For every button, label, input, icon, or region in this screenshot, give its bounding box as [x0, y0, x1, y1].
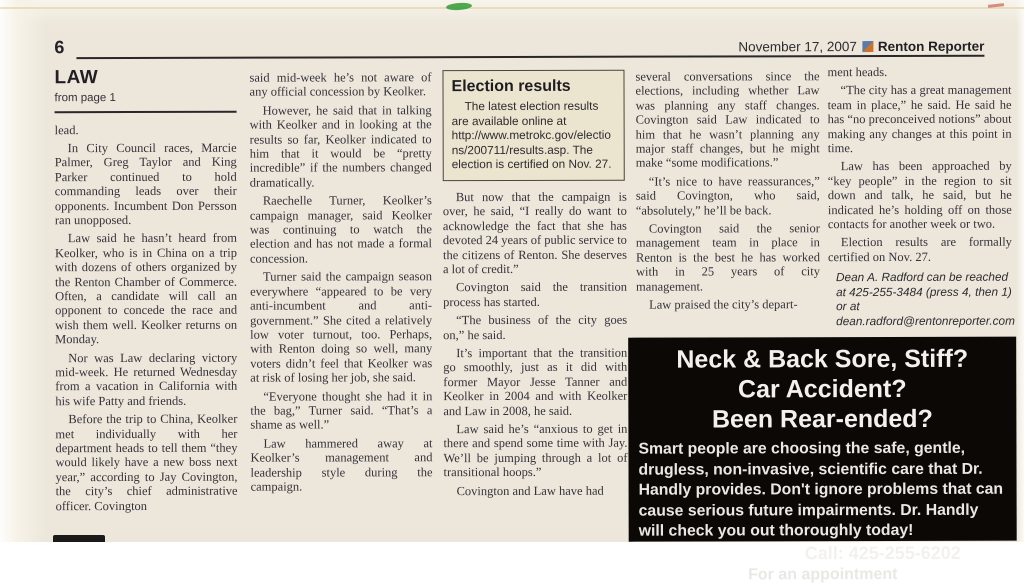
article-column-1: [54, 67, 237, 518]
article-paragraph: “The city has a great management team in place,” he said. He said he has “no preconceived notions” about making any changes at this point in time.: [827, 83, 1012, 156]
article-paragraph: However, he said that in talking with Keolker and in looking at the results so far, Keolker indicated to him that it would be “pretty incredible” if the numbers changed dramatically.: [249, 103, 432, 190]
article-paragraph: Turner said the campaign season everywhere “appeared to be very anti-incumbent and anti-government.” She cited a relatively low voter turnout, too. Perhaps, with Renton doing so well, many voters didn’t feel that Keolker was at risk of losing her job, she said.: [250, 269, 433, 385]
article-paragraph: “It’s nice to have reassurances,” said Covington, who said, “absolutely,” he’ll be back.: [635, 174, 820, 218]
election-box-text: The latest election results are available online at http://www.metrokc.gov/elections/200711/results.asp. The election is certified on Nov. 27.: [451, 98, 612, 172]
heading-rule: [55, 111, 237, 113]
page-number: 6: [54, 37, 65, 58]
ad-body-text: Smart people are choosing the safe, gentle, drugless, non-invasive, scientific care that Dr. Handly provides. Don't ignore problems that can cause serious future impairments. Dr. Handly will check you out thoroughly today!: [638, 439, 1004, 540]
article-paragraph: It’s important that the transition go smoothly, just as it did with former Mayor Jesse Tanner and Keolker in 2004 and with Keolker and Law in 2008, he said.: [443, 345, 628, 418]
article-paragraph: But now that the campaign is over, he said, “I really do want to acknowledge the fact that she has devoted 24 years of public service to the citizens of Renton. She deserves a lot of credit.”: [442, 189, 627, 277]
issue-date: November 17, 2007: [738, 39, 857, 55]
article-paragraph: Covington and Law have had: [456, 483, 604, 498]
article-paragraph: Raechelle Turner, Keolker’s campaign manager, said Keolker was continuing to watch the election and has not made a formal concession.: [249, 193, 432, 266]
article-paragraph: Covington said the transition process has started.: [443, 280, 628, 309]
continuation-note: from page 1: [54, 92, 116, 105]
article-paragraph: Nor was Law declaring victory mid-week. He returned Wednesday from a vacation in California with his wife Patty and friends.: [55, 350, 238, 409]
article-paragraph: Law has been approached by “key people” in the region to sit down and talk, he said, but he indicated he’s holding off on those contacts for another week or two.: [827, 159, 1012, 232]
ad-headline-line: Car Accident?: [737, 374, 907, 404]
election-results-box: [442, 70, 624, 181]
ad-phone-number: Call: 425-255-6202: [804, 542, 961, 563]
article-paragraph: “Everyone thought she had it in the bag,” Turner said. “That’s a shame as well.”: [250, 388, 433, 433]
article-paragraph: In City Council races, Marcie Palmer, Greg Taylor and King Parker continued to hold commanding leads over their opponents. Incumbent Don Persson ran unopposed.: [54, 140, 237, 228]
article-paragraph: Election results are formally certified on Nov. 27.: [827, 235, 1012, 265]
article-column-5: [827, 65, 1015, 329]
article-paragraph: Law praised the city’s depart-: [649, 297, 798, 312]
article-paragraph: Before the trip to China, Keolker met individually with her department heads to tell them “they would likely have a new boss next year,” according to Jay Covington, the city’s chief administrative officer. Covington: [55, 411, 238, 513]
article-paragraph: Law said he’s “anxious to get in there and spend some time with Jay. We’ll be jumping through a lot of transitional hoops.”: [443, 421, 628, 480]
chiropractor-ad: [628, 337, 1017, 583]
article-paragraph: lead.: [54, 122, 79, 137]
article-column-4: [635, 69, 820, 316]
article-paragraph: ment heads.: [827, 65, 888, 80]
ad-headline-line: Neck & Back Sore, Stiff?: [676, 344, 969, 374]
section-heading: LAW: [54, 67, 99, 89]
publication-name: Renton Reporter: [877, 38, 985, 55]
ad-headline-line: Been Rear-ended?: [711, 404, 933, 434]
scan-artifact-bottom-left: [53, 535, 105, 542]
article-paragraph: “The business of the city goes on,” he said.: [443, 312, 628, 342]
article-paragraph: Covington said the senior management team in place in Renton is the best he has worked with in 25 years of city management.: [635, 221, 821, 294]
article-column-3: [442, 70, 627, 503]
article-column-2: [249, 70, 432, 498]
masthead: [0, 39, 984, 57]
ad-cutoff-line: For an appointment: [748, 565, 898, 583]
article-paragraph: said mid-week he’s not aware of any official concession by Keolker.: [249, 70, 432, 100]
article-paragraph: Law said he hasn’t heard from Keolker, who is in China on a trip with dozens of others organized by the Renton Chamber of Commerce. Often, a candidate will call an opponent to concede the race and wish them well. Keolker returns on Monday.: [54, 231, 238, 347]
article-paragraph: several conversations since the elections, including whether Law was planning any staff changes. Covington said Law indicated to him that he wasn’t planning any major staff changes, but he might make “some modifications.”: [635, 69, 820, 171]
election-box-title: Election results: [451, 77, 571, 96]
renton-reporter-logo-icon: [863, 41, 874, 52]
reporter-byline: Dean A. Radford can be reached at 425-255-3484 (press 4, then 1) or at dean.radford@rentonreporter.com: [835, 269, 1015, 328]
article-paragraph: Law hammered away at Keolker’s management and leadership style during the campaign.: [250, 435, 433, 494]
